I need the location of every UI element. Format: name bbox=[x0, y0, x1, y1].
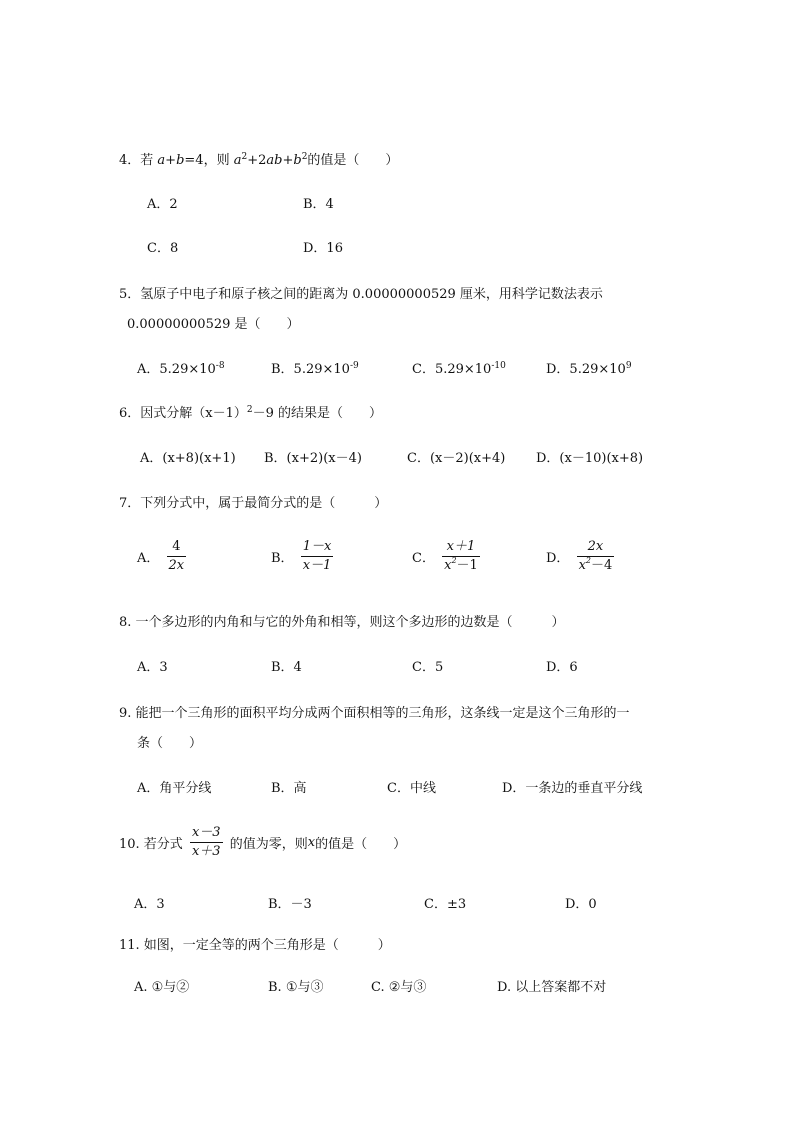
q10-option-d: D．0 bbox=[565, 897, 597, 912]
q4-suffix: 的值是（ ） bbox=[307, 153, 399, 168]
q10-fraction bbox=[190, 826, 223, 859]
q7-option-a-label: A． bbox=[137, 551, 160, 566]
q5-option-b-exponent: -9 bbox=[349, 361, 359, 371]
q6-option-a: A．(x+8)(x+1) bbox=[140, 451, 236, 466]
question-7: 7．下列分式中，属于最简分式的是（ ） bbox=[119, 496, 388, 511]
q4-equals: =4，则 bbox=[184, 153, 234, 168]
q4-var-b2: b bbox=[293, 153, 302, 168]
q10-middle: 的值为零，则 bbox=[229, 837, 308, 852]
q5-option-d-base: D．5.29×10 bbox=[546, 362, 626, 377]
q4-middle: +2 bbox=[247, 153, 267, 168]
q5-option-c bbox=[412, 358, 506, 377]
fraction-numerator: 2x bbox=[587, 539, 604, 554]
denominator-exponent: 2 bbox=[585, 556, 592, 565]
fraction-denominator: x－1 bbox=[302, 558, 332, 573]
question-9-line-1: 9. 能把一个三角形的面积平均分成两个面积相等的三角形，这条线一定是这个三角形的一 bbox=[119, 706, 630, 721]
fraction-numerator: x－3 bbox=[191, 825, 221, 840]
question-8: 8. 一个多边形的内角和与它的外角和相等，则这个多边形的边数是（ ） bbox=[119, 615, 565, 630]
denominator-tail: －1 bbox=[456, 558, 478, 573]
q10-prefix: 10. 若分式 bbox=[119, 837, 183, 852]
q4-plus-2: + bbox=[282, 153, 294, 168]
q6-option-b: B．(x+2)(x－4) bbox=[264, 451, 362, 466]
q4-exponent-2: 2 bbox=[301, 152, 308, 162]
q8-option-a: A．3 bbox=[137, 660, 168, 675]
q4-exponent-1: 2 bbox=[241, 152, 248, 162]
q8-option-c: C．5 bbox=[412, 660, 444, 675]
q5-option-a-base: A．5.29×10 bbox=[137, 362, 216, 377]
fraction-numerator: x＋1 bbox=[446, 539, 476, 554]
q4-option-a: A．2 bbox=[147, 197, 178, 212]
q7-option-a bbox=[137, 540, 189, 573]
fraction-numerator: 1－x bbox=[302, 539, 332, 554]
q7-option-a-fraction bbox=[167, 540, 187, 573]
denominator-exponent: 2 bbox=[451, 556, 457, 565]
q10-suffix: 的值是（ ） bbox=[315, 837, 407, 852]
q4-var-b: b bbox=[176, 153, 185, 168]
q5-option-b-base: B．5.29×10 bbox=[271, 362, 350, 377]
q11-option-c: C. ②与③ bbox=[371, 980, 427, 995]
q7-option-b bbox=[271, 540, 336, 573]
denominator-base: x bbox=[444, 558, 452, 573]
q10-option-c: C．±3 bbox=[424, 897, 467, 912]
question-4 bbox=[119, 149, 398, 168]
question-6 bbox=[119, 402, 382, 421]
fraction-denominator: x＋3 bbox=[191, 844, 221, 859]
fraction-numerator: 4 bbox=[172, 539, 181, 554]
q6-prefix: 6．因式分解（x－1） bbox=[119, 406, 247, 421]
denominator-tail: －4 bbox=[591, 558, 613, 573]
question-9-line-2: 条（ ） bbox=[137, 736, 203, 751]
q4-option-d: D．16 bbox=[303, 241, 343, 256]
q4-plus: + bbox=[165, 153, 177, 168]
q11-option-d: D. 以上答案都不对 bbox=[497, 980, 607, 995]
q9-option-d: D．一条边的垂直平分线 bbox=[502, 781, 643, 796]
q9-option-a: A．角平分线 bbox=[137, 781, 212, 796]
question-5-line-2: 0.00000000529 是（ ） bbox=[127, 317, 300, 332]
q10-option-b: B．－3 bbox=[268, 897, 312, 912]
q5-option-d bbox=[546, 358, 632, 377]
q5-option-c-base: C．5.29×10 bbox=[412, 362, 492, 377]
q7-option-d-label: D． bbox=[546, 551, 570, 566]
q6-option-d: D．(x－10)(x+8) bbox=[536, 451, 644, 466]
q6-option-c: C．(x－2)(x+4) bbox=[407, 451, 506, 466]
fraction-denominator: 2x bbox=[168, 558, 185, 573]
fraction-denominator bbox=[577, 557, 615, 573]
q9-option-c: C．中线 bbox=[387, 781, 436, 796]
q11-option-b: B. ①与③ bbox=[268, 980, 324, 995]
q4-var-ab: ab bbox=[266, 153, 283, 168]
q7-option-b-fraction bbox=[301, 540, 334, 573]
q5-option-a-exponent: -8 bbox=[215, 361, 225, 371]
q10-variable: x bbox=[307, 835, 316, 850]
q7-option-c-fraction bbox=[442, 540, 480, 573]
q11-option-a: A. ①与② bbox=[134, 980, 190, 995]
question-10 bbox=[119, 826, 406, 859]
q10-option-a: A．3 bbox=[134, 897, 165, 912]
question-11: 11. 如图，一定全等的两个三角形是（ ） bbox=[119, 938, 391, 953]
q7-option-c-label: C． bbox=[412, 551, 435, 566]
q6-exponent: 2 bbox=[246, 405, 253, 415]
q7-option-d bbox=[546, 540, 617, 573]
q8-option-b: B．4 bbox=[271, 660, 302, 675]
q4-var-a2: a bbox=[233, 153, 242, 168]
denominator-base: x bbox=[578, 558, 586, 573]
q5-option-d-exponent: 9 bbox=[625, 361, 632, 371]
q5-option-a bbox=[137, 358, 225, 377]
q4-prefix: 4．若 bbox=[119, 153, 158, 168]
fraction-denominator bbox=[442, 557, 480, 573]
q7-option-d-fraction bbox=[577, 540, 615, 573]
q7-option-c bbox=[412, 540, 483, 573]
q5-option-b bbox=[271, 358, 359, 377]
question-5-line-1: 5．氢原子中电子和原子核之间的距离为 0.00000000529 厘米，用科学记数法表示 bbox=[119, 287, 603, 302]
q5-option-c-exponent: -10 bbox=[491, 361, 506, 371]
q8-option-d: D．6 bbox=[546, 660, 578, 675]
q6-suffix: －9 的结果是（ ） bbox=[252, 406, 383, 421]
q4-option-c: C．8 bbox=[147, 241, 179, 256]
q9-option-b: B．高 bbox=[271, 781, 307, 796]
q7-option-b-label: B． bbox=[271, 551, 294, 566]
q4-option-b: B．4 bbox=[303, 197, 334, 212]
q4-var-a: a bbox=[157, 153, 166, 168]
